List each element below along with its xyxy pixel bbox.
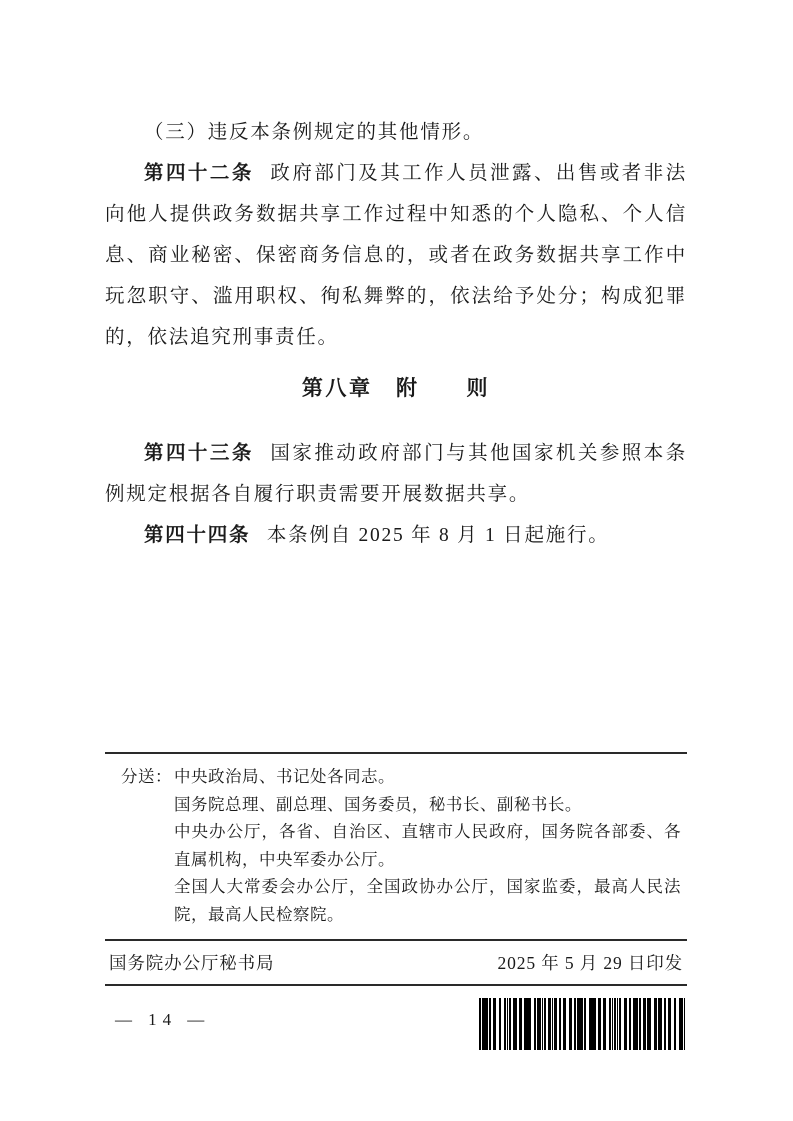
article-44-label: 第四十四条 (144, 524, 251, 546)
distribution-line: 中央政治局、书记处各同志。 (174, 767, 395, 786)
issuer-text: 国务院办公厅秘书局 (109, 953, 275, 973)
distribution-line: 中央办公厅，各省、自治区、直辖市人民政府，国务院各部委、各直属机构，中央军委办公厅。 (174, 822, 681, 869)
distribution-lines (174, 763, 681, 928)
paragraph-item-3 (105, 112, 687, 153)
distribution-line: 全国人大常委会办公厅，全国政协办公厅，国家监委，最高人民法院，最高人民检察院。 (174, 877, 681, 924)
article-44-text: 本条例自 2025 年 8 月 1 日起施行。 (266, 525, 610, 546)
article-43-text: 国家推动政府部门与其他国家机关参照本条例规定根据各自履行职责需要开展数据共享。 (105, 443, 687, 505)
document-body (105, 112, 687, 556)
barcode-icon (479, 998, 685, 1050)
article-43-label: 第四十三条 (144, 442, 254, 464)
item-3-text: （三）违反本条例规定的其他情形。 (144, 122, 485, 143)
article-42-label: 第四十二条 (144, 162, 254, 184)
publication-row (105, 941, 687, 986)
article-42-text: 政府部门及其工作人员泄露、出售或者非法向他人提供政务数据共享工作过程中知悉的个人隐私、个人信息、商业秘密、保密商务信息的，或者在政务数据共享工作中玩忽职守、滥用职权、徇私舞弊的，依法给予处分；构成犯罪的，依法追究刑事责任。 (105, 163, 687, 348)
page-number-row (105, 986, 687, 1050)
chapter-8-heading: 第八章 附 则 (301, 377, 491, 400)
paragraph-article-44 (105, 515, 687, 556)
distribution-line: 国务院总理、副总理、国务委员，秘书长、副秘书长。 (174, 794, 582, 814)
page-number: — 14 — (115, 1010, 211, 1029)
paragraph-article-43 (105, 433, 687, 515)
distribution-label: 分送： (121, 767, 172, 786)
document-footer-block (105, 752, 687, 1050)
paragraph-article-42 (105, 153, 687, 358)
distribution-box (105, 752, 687, 941)
print-date-text: 2025 年 5 月 29 日印发 (497, 953, 683, 973)
